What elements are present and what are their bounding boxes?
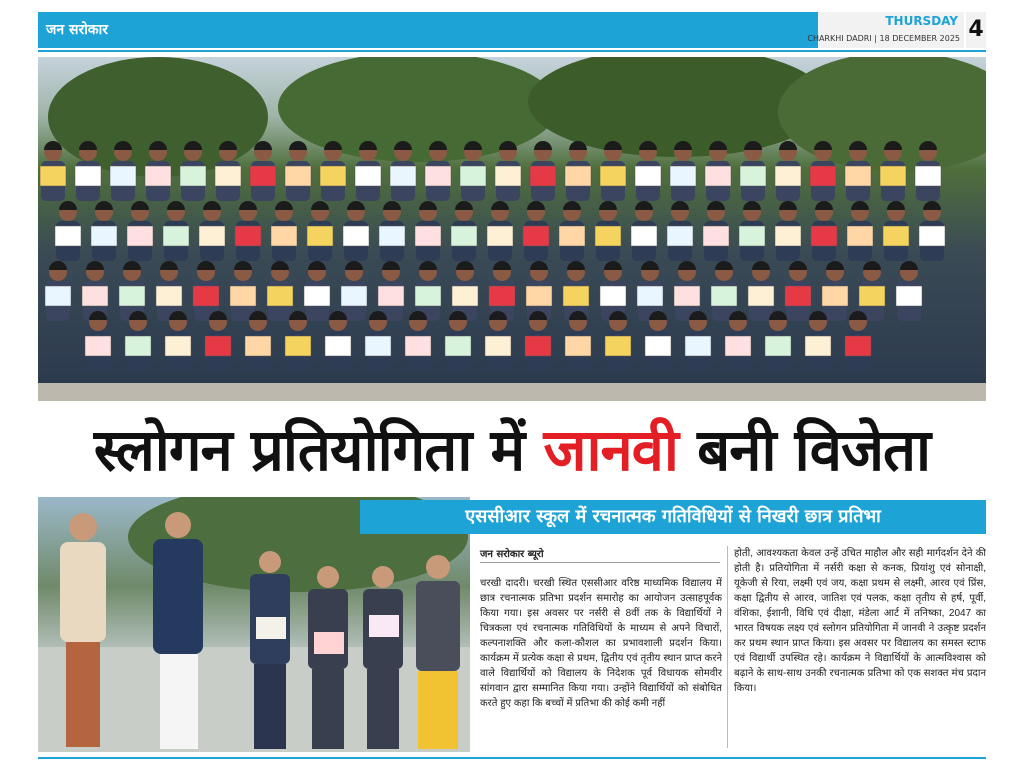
group-photo [38, 57, 986, 385]
student-hair [419, 261, 437, 270]
student-hair [567, 261, 585, 270]
student-hair [900, 261, 918, 270]
student-book [119, 286, 145, 306]
student-book [365, 336, 391, 356]
student-book [230, 286, 256, 306]
student-hair [239, 201, 257, 210]
student-hair [234, 261, 252, 270]
student-book [631, 226, 657, 246]
student-book [645, 336, 671, 356]
student-hair [345, 261, 363, 270]
subheadline: एससीआर स्कूल में रचनात्मक गतिविधियों से निखरी छात्र प्रतिभा [360, 500, 986, 534]
student-hair [203, 201, 221, 210]
student-book [285, 166, 311, 186]
student-book [775, 226, 801, 246]
headline-highlight: जानवी [543, 416, 678, 484]
student-hair [715, 261, 733, 270]
student-book [405, 336, 431, 356]
student-book [775, 166, 801, 186]
student-hair [167, 201, 185, 210]
student-book [55, 226, 81, 246]
student-hair [604, 261, 622, 270]
student-hair [789, 261, 807, 270]
student-book [425, 166, 451, 186]
student-book [445, 336, 471, 356]
student-book [163, 226, 189, 246]
student-book [215, 166, 241, 186]
student-book [859, 286, 885, 306]
student-book [915, 166, 941, 186]
student-book [145, 166, 171, 186]
headline-part2: बनी विजेता [677, 416, 931, 484]
day-name: THURSDAY [885, 14, 958, 28]
student-book [307, 226, 333, 246]
student-hair [347, 201, 365, 210]
student-book [40, 166, 66, 186]
student-book [487, 226, 513, 246]
student-book [670, 166, 696, 186]
student-book [530, 166, 556, 186]
student-book [685, 336, 711, 356]
student-book [85, 336, 111, 356]
student-book [390, 166, 416, 186]
student-hair [382, 261, 400, 270]
student-hair [530, 261, 548, 270]
student-hair [641, 261, 659, 270]
student-hair [743, 201, 761, 210]
student-book [635, 166, 661, 186]
student-book [267, 286, 293, 306]
student-book [489, 286, 515, 306]
student-hair [131, 201, 149, 210]
student-book [605, 336, 631, 356]
student-hair [534, 141, 552, 150]
student-book [82, 286, 108, 306]
student-book [125, 336, 151, 356]
student-book [674, 286, 700, 306]
group-photo-illustration [38, 57, 986, 385]
student-hair [160, 261, 178, 270]
student-book [748, 286, 774, 306]
student-hair [493, 261, 511, 270]
student-hair [86, 261, 104, 270]
student-hair [779, 141, 797, 150]
student-book [343, 226, 369, 246]
student-hair [308, 261, 326, 270]
student-book [127, 226, 153, 246]
student-hair [752, 261, 770, 270]
student-hair [311, 201, 329, 210]
student-book [667, 226, 693, 246]
student-book [847, 226, 873, 246]
header-rule [38, 50, 986, 52]
student-hair [678, 261, 696, 270]
student-book [810, 166, 836, 186]
student-hair [863, 261, 881, 270]
student-hair [826, 261, 844, 270]
student-book [523, 226, 549, 246]
student-book [341, 286, 367, 306]
student-book [452, 286, 478, 306]
student-hair [599, 201, 617, 210]
student-book [600, 286, 626, 306]
student-book [245, 336, 271, 356]
student-hair [456, 261, 474, 270]
student-book [811, 226, 837, 246]
student-book [526, 286, 552, 306]
student-book [600, 166, 626, 186]
student-hair [49, 261, 67, 270]
student-book [193, 286, 219, 306]
date-block [807, 12, 964, 48]
student-book [156, 286, 182, 306]
student-hair [923, 201, 941, 210]
student-hair [383, 201, 401, 210]
student-hair [455, 201, 473, 210]
student-book [378, 286, 404, 306]
student-book [75, 166, 101, 186]
student-book [205, 336, 231, 356]
student-book [271, 226, 297, 246]
student-book [765, 336, 791, 356]
student-book [180, 166, 206, 186]
ground-strip [38, 383, 986, 401]
student-book [565, 166, 591, 186]
student-book [110, 166, 136, 186]
headline [38, 410, 986, 490]
student-book [199, 226, 225, 246]
student-book [883, 226, 909, 246]
student-book [595, 226, 621, 246]
student-hair [671, 201, 689, 210]
student-hair [527, 201, 545, 210]
student-hair [419, 201, 437, 210]
page-number: 4 [966, 12, 986, 48]
student-book [415, 226, 441, 246]
student-hair [815, 201, 833, 210]
student-hair [491, 201, 509, 210]
article-column-1: चरखी दादरी। चरखी स्थित एससीआर वरिष्ठ माध्यमिक विद्यालय में छात्र रचनात्मक प्रतिभा प्रदर्शन समारोह का आयोजन उत्साहपूर्वक किया गया। इस अवसर पर नर्सरी से 8वीं तक के विद्यार्थियों ने चित्रकला एवं रचनात्मक गतिविधियों के माध्यम से अपने विचारों, कल्पनाशक्ति और कला-कौशल का प्रभावशाली प्रदर्शन किया। कार्यक्रम में प्रत्येक कक्षा से प्रथम, द्वितीय एवं तृतीय स्थान प्राप्त करने वाले विद्यार्थियों को विद्यालय के निदेशक पूर्व विधायक सोमवीर सांगवान द्वारा सम्मानित किया गया। उन्होंने विद्यार्थियों को संबोधित करते हुए कहा कि बच्चों में प्रतिभा की कोई कमी नहीं [480, 578, 722, 709]
student-book [725, 336, 751, 356]
student-book [355, 166, 381, 186]
section-header-band [38, 12, 818, 48]
byline-rule [480, 562, 720, 563]
student-book [896, 286, 922, 306]
byline: जन सरोकार ब्यूरो [480, 549, 544, 560]
student-book [285, 336, 311, 356]
student-book [822, 286, 848, 306]
student-hair [271, 261, 289, 270]
award-photo-illustration [38, 497, 470, 752]
student-book [460, 166, 486, 186]
student-book [845, 336, 871, 356]
student-hair [563, 201, 581, 210]
student-book [563, 286, 589, 306]
student-book [165, 336, 191, 356]
student-book [785, 286, 811, 306]
student-hair [779, 201, 797, 210]
student-book [703, 226, 729, 246]
student-book [45, 286, 71, 306]
student-hair [707, 201, 725, 210]
column-separator [727, 546, 728, 748]
student-hair [123, 261, 141, 270]
dateline: CHARKHI DADRI | 18 DECEMBER 2025 [807, 34, 960, 43]
student-book [495, 166, 521, 186]
student-book [880, 166, 906, 186]
student-book [637, 286, 663, 306]
student-book [525, 336, 551, 356]
student-book [805, 336, 831, 356]
headline-part1: स्लोगन प्रतियोगिता में [93, 416, 544, 484]
student-hair [95, 201, 113, 210]
student-book [559, 226, 585, 246]
section-label: जन सरोकार [46, 22, 108, 38]
student-book [379, 226, 405, 246]
student-book [565, 336, 591, 356]
student-book [91, 226, 117, 246]
student-book [250, 166, 276, 186]
student-book [320, 166, 346, 186]
award-photo [38, 497, 470, 752]
student-book [235, 226, 261, 246]
student-hair [635, 201, 653, 210]
footer-rule [38, 757, 986, 759]
student-book [451, 226, 477, 246]
student-book [740, 166, 766, 186]
student-book [415, 286, 441, 306]
student-hair [289, 141, 307, 150]
student-hair [275, 201, 293, 210]
article-column-2: होती, आवश्यकता केवल उन्हें उचित माहौल और सही मार्गदर्शन देने की होती है। प्रतियोगिता में नर्सरी कक्षा से कनक, प्रियांशु एवं सोनाक्षी, यूकेजी से रिया, लक्ष्मी एवं जय, कक्षा प्रथम से लक्ष्मी, आरव एवं प्रिंस, कक्षा द्वितीय से आरव, जातिश एवं पलक, कक्षा तृतीय से हर्ष, पूर्वी, वंशिका, ईशानी, विधि एवं दीक्षा, मंडेला आर्ट में तनिष्का, 2047 का भारत विषयक लक्ष्य एवं स्लोगन प्रतियोगिता में जानवी ने उत्कृष्ट प्रदर्शन कर प्रथम स्थान प्राप्त किया। इस अवसर पर विद्यालय का समस्त स्टाफ एवं विद्यार्थी उपस्थित रहे। कार्यक्रम ने विद्यार्थियों के आत्मविश्वास को बढ़ाने के साथ-साथ उनकी रचनात्मक प्रतिभा को एक सशक्त मंच प्रदान किया। [734, 548, 986, 694]
student-book [304, 286, 330, 306]
student-book [485, 336, 511, 356]
student-book [919, 226, 945, 246]
student-hair [851, 201, 869, 210]
student-hair [197, 261, 215, 270]
student-book [325, 336, 351, 356]
student-book [845, 166, 871, 186]
student-hair [59, 201, 77, 210]
student-hair [887, 201, 905, 210]
student-book [711, 286, 737, 306]
student-book [705, 166, 731, 186]
student-book [739, 226, 765, 246]
